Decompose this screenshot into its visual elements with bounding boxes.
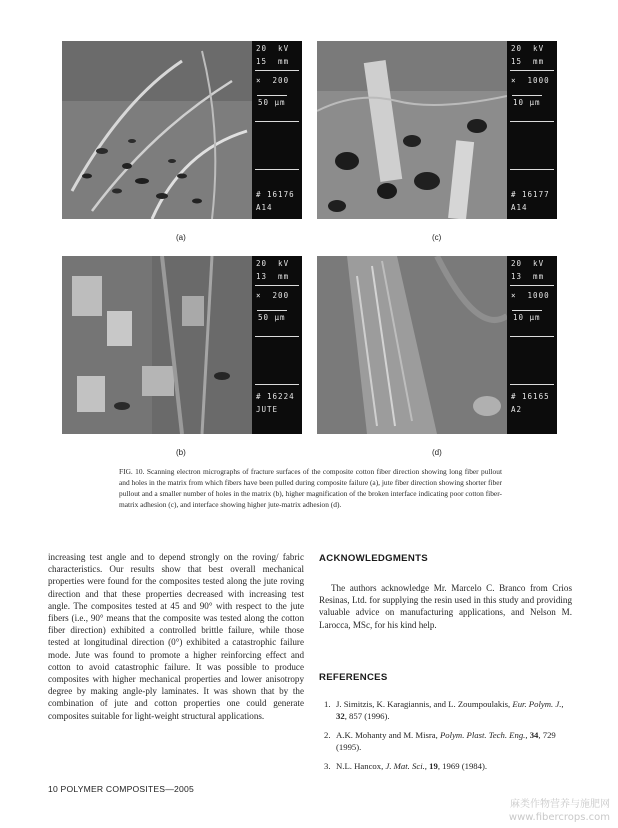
micrograph-b	[62, 256, 302, 434]
working-distance: 15 mm	[511, 57, 545, 66]
reference-journal: J. Mat. Sci.	[385, 761, 425, 771]
magnification: × 1000	[511, 76, 550, 85]
watermark-url: www.fibercrops.com	[508, 812, 610, 823]
scale-rule	[510, 336, 554, 337]
scale-rule	[255, 336, 299, 337]
reference-pages: , 1969 (1984).	[437, 761, 488, 771]
scale-rule	[255, 169, 299, 170]
magnification: × 1000	[511, 291, 550, 300]
watermark	[509, 798, 610, 824]
reference-number: 2.	[324, 730, 331, 740]
scale-rule	[510, 169, 554, 170]
micrograph-number: # 16224	[256, 392, 295, 401]
accelerating-voltage: 20 kV	[511, 259, 545, 268]
magnification: × 200	[256, 291, 290, 300]
micrograph-c-image	[317, 41, 507, 219]
sample-id: A14	[511, 203, 528, 212]
micrograph-d	[317, 256, 557, 434]
reference-item: 1. J. Simitzis, K. Karagiannis, and L. Zoumpoulakis, Eur. Polym. J., 32, 857 (1996).	[324, 699, 564, 721]
scale-marker	[257, 310, 287, 311]
sample-id: A2	[511, 405, 523, 414]
reference-journal: Polym. Plast. Tech. Eng.	[440, 730, 526, 740]
scale-rule	[255, 70, 299, 71]
reference-item: 2. A.K. Mohanty and M. Misra, Polym. Plast. Tech. Eng., 34, 729 (1995).	[324, 730, 556, 752]
micrograph-d-image	[317, 256, 507, 434]
reference-authors: A.K. Mohanty and M. Misra,	[336, 730, 438, 740]
micrograph-a-databar	[252, 41, 302, 219]
reference-volume: 34	[529, 730, 539, 740]
reference-item: 3. N.L. Hancox, J. Mat. Sci., 19, 1969 (1984).	[324, 761, 488, 771]
acknowledgments-heading: ACKNOWLEDGMENTS	[319, 553, 428, 564]
reference-volume: 32	[336, 711, 345, 721]
scale-marker	[512, 95, 542, 96]
reference-journal: Eur. Polym. J.	[512, 699, 562, 709]
magnification: × 200	[256, 76, 290, 85]
page-footer: 10 POLYMER COMPOSITES—2005	[48, 784, 194, 794]
micrograph-a-image	[62, 41, 252, 219]
figure-caption: FIG. 10. Scanning electron micrographs of fracture surfaces of the composite cotton fiber direction showing long fiber pullout and holes in the matrix from which fibers have been pulled during composite failure (a), jute fiber direction showing shorter fiber pullout and a smaller number of holes in the matrix (b), higher magnification of the broken interface indicating poor cotton fiber-matrix adhesion (c), and interface showing higher jute-matrix adhesion (d).	[119, 467, 502, 509]
scale-rule	[255, 121, 299, 122]
reference-list	[322, 698, 574, 779]
scale-marker	[257, 95, 287, 96]
references-heading: REFERENCES	[319, 672, 388, 683]
micrograph-number: # 16176	[256, 190, 295, 199]
figure-label-b: (b)	[176, 448, 186, 457]
micrograph-b-databar	[252, 256, 302, 434]
micrograph-d-databar	[507, 256, 557, 434]
scale-rule	[510, 70, 554, 71]
reference-pages: , 729 (1995).	[336, 730, 556, 752]
scale-rule	[510, 121, 554, 122]
accelerating-voltage: 20 kV	[511, 44, 545, 53]
micrograph-number: # 16177	[511, 190, 550, 199]
scale-rule	[255, 384, 299, 385]
scale-length: 50 μm	[258, 98, 286, 107]
micrograph-c	[317, 41, 557, 219]
reference-number: 1.	[324, 699, 331, 709]
reference-number: 3.	[324, 761, 331, 771]
reference-authors: N.L. Hancox,	[336, 761, 384, 771]
reference-volume: 19	[429, 761, 438, 771]
working-distance: 13 mm	[511, 272, 545, 281]
micrograph-b-image	[62, 256, 252, 434]
body-paragraph: increasing test angle and to depend strongly on the roving/ fabric characteristics. Our results show that best overall mechanical properties were found for the composites tested along the jute roving direction and that these properties decreased with increasing test angle. The composites tested at 45 and 90° with respect to the jute fibers (i.e., 90° means that the composite was tested along the cotton fiber direction) exhibited a controlled brittle failure, while those tested at longitudinal direction (0°) exhibited a catastrophic failure mode. Jute was found to promote a higher reinforcing effect and cotton to avoid catastrophic failure. It was possible to produce composites with higher mechanical properties and lower anisotropy degree by making angle-ply laminates. It was shown that by the combination of jute and cotton properties one could generate composites suitable for light-weight structural applications.	[48, 552, 304, 721]
watermark-text: 麻类作物营养与施肥网	[510, 799, 610, 810]
micrograph-number: # 16165	[511, 392, 550, 401]
figure-label-d: (d)	[432, 448, 442, 457]
scale-rule	[510, 285, 554, 286]
reference-pages: , 857 (1996).	[344, 711, 390, 721]
sample-id: JUTE	[256, 405, 279, 414]
accelerating-voltage: 20 kV	[256, 44, 290, 53]
figure-label-c: (c)	[432, 233, 442, 242]
scale-length: 10 μm	[513, 313, 541, 322]
working-distance: 15 mm	[256, 57, 290, 66]
scale-rule	[255, 285, 299, 286]
scale-rule	[510, 384, 554, 385]
figure-label-a: (a)	[176, 233, 186, 242]
scale-marker	[512, 310, 542, 311]
scale-length: 10 μm	[513, 98, 541, 107]
micrograph-c-databar	[507, 41, 557, 219]
acknowledgments-text: The authors acknowledge Mr. Marcelo C. Branco from Crios Resinas, Ltd. for supplying the resin used in this study and providing valuable advice on manufacturing applications, and Nelson M. Larocca, MSc, for his kind help.	[319, 583, 572, 630]
reference-authors: J. Simitzis, K. Karagiannis, and L. Zoumpoulakis,	[336, 699, 511, 709]
working-distance: 13 mm	[256, 272, 290, 281]
sample-id: A14	[256, 203, 273, 212]
scale-length: 50 μm	[258, 313, 286, 322]
micrograph-a	[62, 41, 302, 219]
accelerating-voltage: 20 kV	[256, 259, 290, 268]
